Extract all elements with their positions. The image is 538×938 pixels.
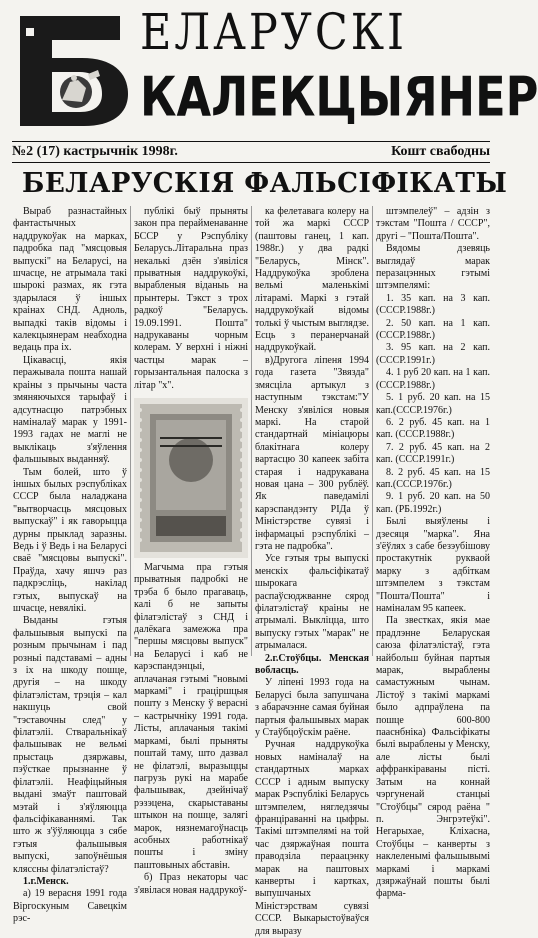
perforated-stamp-image (134, 398, 248, 558)
paragraph: а) 19 верасня 1991 года Віргоскуным Савецкім рэс- (13, 888, 127, 925)
article-headline: БЕЛАРУСКІЯ ФАЛЬСІФІКАТЫ (22, 168, 508, 199)
list-item: 2. 50 кап. на 1 кап. (СССР.1988г.) (376, 317, 490, 342)
column-divider (372, 206, 373, 656)
column-2-continued (134, 562, 248, 897)
list-item: 4. 1 руб 20 кап. на 1 кап. (СССР.1988г.) (376, 367, 490, 391)
list-item: 8. 2 руб. 45 кап. на 15 кап.(СССР.1976г.) (376, 466, 490, 490)
section-subheading: 1.г.Менск. (23, 875, 69, 887)
paragraph: Былі выяўлены і дзесяця "марка". Яна з'ёўлях з сабе безэубішову простакутнік рукваой марку з адбіткам штэмпелем з тэкстам "Пошта/Пошта" і наміналам 95 капеек. (376, 516, 490, 614)
paragraph: У ліпені 1993 года на Беларусі была запушчана з абарачэнне самая буйная партыя фальшывых марак у Стаўбцоўскім раёне. (255, 677, 369, 739)
paragraph: Тым болей, што ў іншых былых рэспубліках СССР была наладжана "вытворчасць мясцовых выпускаў" і як гаворыцца дурны прыклад заразны. Ведь і ў Ведь і на Беларусі сваё "мясцовы выпускі". Праўда, хачу яшчэ раз падкрэсліць, накілад гэтых, выпускаў на шчасце, невялікі. (13, 466, 127, 614)
masthead-title-line2: КАЛЕКЦЫЯНЕР (140, 66, 538, 129)
list-item: 1. 35 кап. на 3 кап. (СССР.1988г.) (376, 292, 490, 317)
masthead (0, 0, 538, 142)
paragraph: Вядомы дзевяць выглядаў марак перазацэнных гэтымі штэмпелямі: (376, 243, 490, 292)
stamp-illustration (134, 398, 248, 558)
paragraph: Выраб разнастайных фантастычных наддрукоўак на марках, падробка пад "мясцовыя выпускі" на Беларусі, на шчасце, не атрымала такі шырокі размах, як гэта здарылася ў іншых краінах СНД. Адноль, выпадкі таків відомы і калекцыянерам неабходна ведаць пра іх. (13, 206, 127, 354)
paragraph: б) Праз некаторы час з'явілася новая наддрукоў- (134, 872, 248, 896)
section-subheading: 2.г.Стоўбцы. Менская вобласць. (255, 652, 369, 677)
column-1 (13, 206, 127, 926)
list-item: 9. 1 руб. 20 кап. на 50 кап. (РБ.1992г.) (376, 491, 490, 515)
paragraph: Ручная наддрукоўка новых наміналаў на стандартных марках СССР і адным выпуску марак Рэспублікі Беларусь штэмпелем, нягледзячы франціраванні на цыфры. Такімі штэмпелямі на той час дзяржаўная пошта праводзіла пераацэнку марак на паштовых канверты і картках, выпушчаных Міністэрствам сувязі СССР. Выкарыстоўваўся для выразу (255, 739, 369, 937)
issue-bar (12, 141, 490, 163)
price-note: Кошт свабодны (391, 144, 490, 159)
masthead-title-line1: ЕЛАРУСКІ (140, 4, 408, 62)
paragraph: в)Другога ліпеня 1994 года газета "Звязда" змясціла артыкул з наступным тэкстам:"У Менску з'явіліся новыя маркі. На старой стандартнай мініацюры блакітнага колеру вартасцю 30 капеек забіта старая і надрукавана новая цана – 300 рублёў. Як паведамілі карэспандэнту РІДа ў Міністэрстве сувязі і інфармацыі рэспублікі – гэта не падробка". (255, 354, 369, 552)
list-item: 3. 95 кап. на 2 кап. (СССР.1991г.) (376, 342, 490, 366)
column-4 (376, 206, 490, 901)
column-2 (134, 206, 248, 392)
column-divider (130, 206, 131, 656)
paragraph: публікі быў прыняты закон пра перайменаванне БССР у Рэспубліку Беларусь.Літаральна праз некалькі дзён з'явіліся прыватныя наддрукоўкі, вырабленыя віданыь на прынтеры. Тэкст з трох радкоў "Беларусь. 19.09.1991. Пошта" надрукаваны чорным колерам. У верхні і ніжні частцы марак – горызантальная палоска з літар "х". (134, 206, 248, 391)
paragraph: штэмпелеў" – адзін з тэкстам "Пошта / СССР", другі – "Пошта/Пошта". (376, 206, 490, 242)
paragraph: Па звестках, якія мае прадлэнне Беларуская саюза філатэлістаў, гэта найбольш буйная партыя марак, выраблены самастужным чынам. Лістоў з такімі маркамі было адпраўлена па пошце 600-800 пааснбніка) Фальсіфікаты былі выраблены у Менску, але лісты былі аффранкіраваны пісті. Затым на коннай чэргуненай станцыі "Стоўбцы" сярод раёна " п. Энгрэтеўкі". Негарыхае, Кліхасна, Стоўбцы – канверты з наклеленымі фальшывымі маркамі і маркамі дзяржаўнай пошты былі фарма- (376, 615, 490, 900)
list-item: 7. 2 руб. 45 кап. на 2 кап. (СССР.1991г.) (376, 441, 490, 466)
column-divider (251, 206, 252, 656)
list-item: 6. 2 руб. 45 кап. на 1 кап. (СССР.1988г.) (376, 416, 490, 441)
emblem-letter-b-with-pursuit-knight-icon (12, 10, 132, 130)
paragraph: Усе гэтыя тры выпускі менскіх фальсіфікатаў шырокага распаўсюджванне сярод філатэлістаў краіны не атрымалі. Выкліцца, што выпуску гэтых "марак" не атрымалася. (255, 553, 369, 652)
paragraph: Магчыма пра гэтыя прыватныя падробкі не трэба б было прагаваць, калі б не запыты філатэлістаў з СНД і далёкага замежжа пра "першы мясцовы выпуск" на Беларусі і каб не карэспандэнцыі, аплачаная гэтымі "новымі маркамі" і граціршцыя пошту з Менску ў верасні – кастрычніку 1991 года. Лісты, аплачаныя такімі маркамі, былі прыняты поштай таму, што дазвал не філатэлі, выразыццы пагрузь рукі на марабе фальшывак, дзейнічаў рэзэцена, скарыставаны штыкон на пошце, залягі марок, нязнемагоўнасць асобных работнікаў пошты і зміну паштовыных абставін. (134, 562, 248, 871)
issue-number-date: №2 (17) кастрычнік 1998г. (12, 144, 178, 159)
list-item: 5. 1 руб. 20 кап. на 15 кап.(СССР.1976г.) (376, 392, 490, 416)
column-3 (255, 206, 369, 938)
paragraph: Цікавасці, якія перажывала пошта нашай краіны з прычыны часта змяняючыхся тарыфаў і адсутнасцю патрэбных наміналаў марак у 1991-1993 гадах не маглі не выклікаць з'яўлення фальшывых выданняў. (13, 354, 127, 466)
paragraph: ка фелетавага колеру на той жа маркі СССР (паштовы ганец, 1 кап. 1988г.) у два радкі "Беларусь, Мінск". Наддрукоўка зроблена вельмі маленькімі літарамі. Маркі з гэтай наддрукоўкай відомы толькі ў чыстым выглядзе. Есць з перанерчанай наддрукоўкай. (255, 206, 369, 354)
paragraph: Выданы гэтыя фальшывыя выпускі па розным прычынам і пад розныі падставамі – адны з іх на шкоду пошце, другія – на шкоду філатэлістам, трэція – кал накшуць свой "тэставочны след" у філатэліі. Стваральнікаў фальшывак не вельмі прыстаць дзяржавы, пэўсткае прызнанне ў філатэліі. Неафіцыйныя выдані змаўт паштовай мэтай і з'яўляюцца фальсіфікаваннямі. Так што ж з'ўўляюцца з сябе гэтыя фальшывыя выпускі, запоўнёшыя кляссны філатэлістаў? (13, 615, 127, 875)
